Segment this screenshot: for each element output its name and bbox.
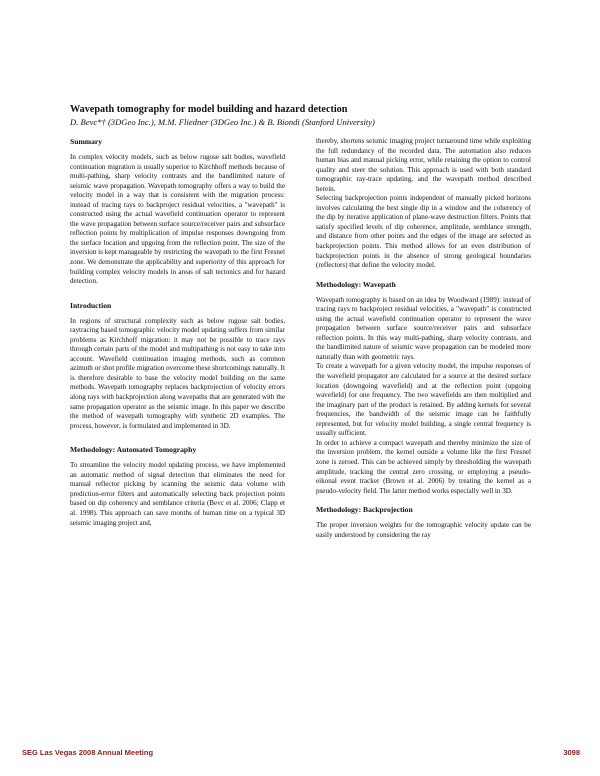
introduction-paragraph: In regions of structural complexity such as below rugose salt bodies, raytracing based tomographic velocity model updating suffers from similar problems as Kirchhoff migration: it may not be possible to trace rays through certain parts of the model and multipathing is not easy to take into account. Wavefield continuation imaging methods, such as common azimuth or shot profile migration overcome these shortcomings naturally. It is therefore desirable to base the velocity model building on the same methods. Wavepath tomography replaces backprojection of velocity errors along rays with backprojection along wavepaths that are generated with the same propagation operator as the seismic image. In this paper we describe the method of wavepath tomography with synthetic 2D examples. The process, however, is formulated and implemented in 3D. [70,316,285,430]
automated-tomography-paragraph: To streamline the velocity model updating process, we have implemented an automatic method of signal detection that eliminates the need for manual reflector picking by scanning the seismic data volume with prediction-error filters and automatically selecting back projection points based on dip coherency and semblance criteria (Bevc et al. 2006; Clapp et al. 1998). This approach can save months of human time on a typical 3D seismic imaging project and, [70,461,285,527]
right-column [316,137,531,540]
paper-title: Wavepath tomography for model building and hazard detection [70,104,348,115]
backprojection-paragraph: The proper inversion weights for the tomographic velocity update can be easily understood by considering the ray [316,521,531,539]
wavepath-paragraph-3: In order to achieve a compact wavepath and thereby minimize the size of the inversion problem, the kernel outside a volume like the first Fresnel zone is zeroed. This can be achieved simply by thresholding the wavepath amplitude, tracking the central zero crossing, or employing a pseudo-eikonal event tracker (Brown et al. 2006) by treating the kernel as a pseudo-velocity field. The latter method works especially well in 3D. [316,438,531,495]
wavepath-heading: Methodology: Wavepath [316,279,396,289]
summary-heading: Summary [70,137,103,146]
backprojection-points-paragraph: Selecting backprojection points independent of manually picked horizons involves calculating the best single dip in a window and the coherency of the dip by iterative application of plane-wave destruction filters. Points that satisfy specified levels of dip coherence, amplitude, semblance strength, and distance from other points and the edges of the image are selected as backprojection points. This method allows for an even distribution of backprojection points in the absence of strong geological boundaries (reflectors) that define the velocity model. [316,194,531,270]
wavepath-paragraph-1: Wavepath tomography is based on an idea by Woodward (1989): instead of tracing rays to backproject residual velocities, a "wavepath" is constructed using the actual wavefield continuation operator to represent the wave propagation between surface source/receiver pairs and subsurface reflection points. In this way multi-pathing, sharp velocity contrasts, and the bandlimited nature of seismic wave propagation can be modeled more naturally than with geometric rays. [316,295,531,361]
footer-meeting: SEG Las Vegas 2008 Annual Meeting [22,748,154,757]
automated-tomography-continued: thereby, shortens seismic imaging project turnaround time while exploiting the full redundancy of the recorded data. The automation also reduces human bias and manual picking error, while retaining the option to control quality and steer the solution. This approach is used with both standard tomographic ray-trace updating, and the wavepath method described herein. [316,137,531,193]
summary-paragraph: In complex velocity models, such as below rugose salt bodies, wavefield continuation migration is usually superior to Kirchhoff methods because of multi-pathing, sharp velocity contrasts and the bandlimited nature of seismic wave propagation. Wavepath tomography offers a way to build the velocity model in a way that is consistent with the migration process: instead of tracing rays to backproject residual velocities, a "wavepath" is constructed using the actual wavefield continuation operator to represent the wave propagation between surface source/receiver pairs and subsurface reflection points by multiplication of impulse responses downgoing from the surface location and upgoing from the reflection point. The size of the inversion is kept manageable by restricting the wavepath to the first Fresnel zone. We demonstrate the applicability and superiority of this approach for building complex velocity models in areas of salt tectonics and for hazard detection. [70,153,285,286]
left-column [70,137,285,528]
paper-authors: D. Bevc*† (3DGeo Inc.), M.M. Fliedner (3DGeo Inc.) & B. Biondi (Stanford University) [70,117,375,127]
backprojection-heading: Methodology: Backprojection [316,505,413,515]
introduction-heading: Introduction [70,300,112,310]
automated-tomography-heading: Methodology: Automated Tomography [70,445,197,455]
footer-page-number: 3098 [563,748,580,757]
wavepath-paragraph-2: To create a wavepath for a given velocity model, the impulse responses of the wavefield propagator are calculated for a source at the desired surface location (downgoing wavefield) and at the reflection point (upgoing wavefield) for one frequency. The two wavefields are then multiplied and the imaginary part of the product is retained. By adding kernels for several frequencies, the bandwidth of the seismic image can be faithfully represented, but for velocity model building, a single central frequency is usually sufficient. [316,362,531,438]
